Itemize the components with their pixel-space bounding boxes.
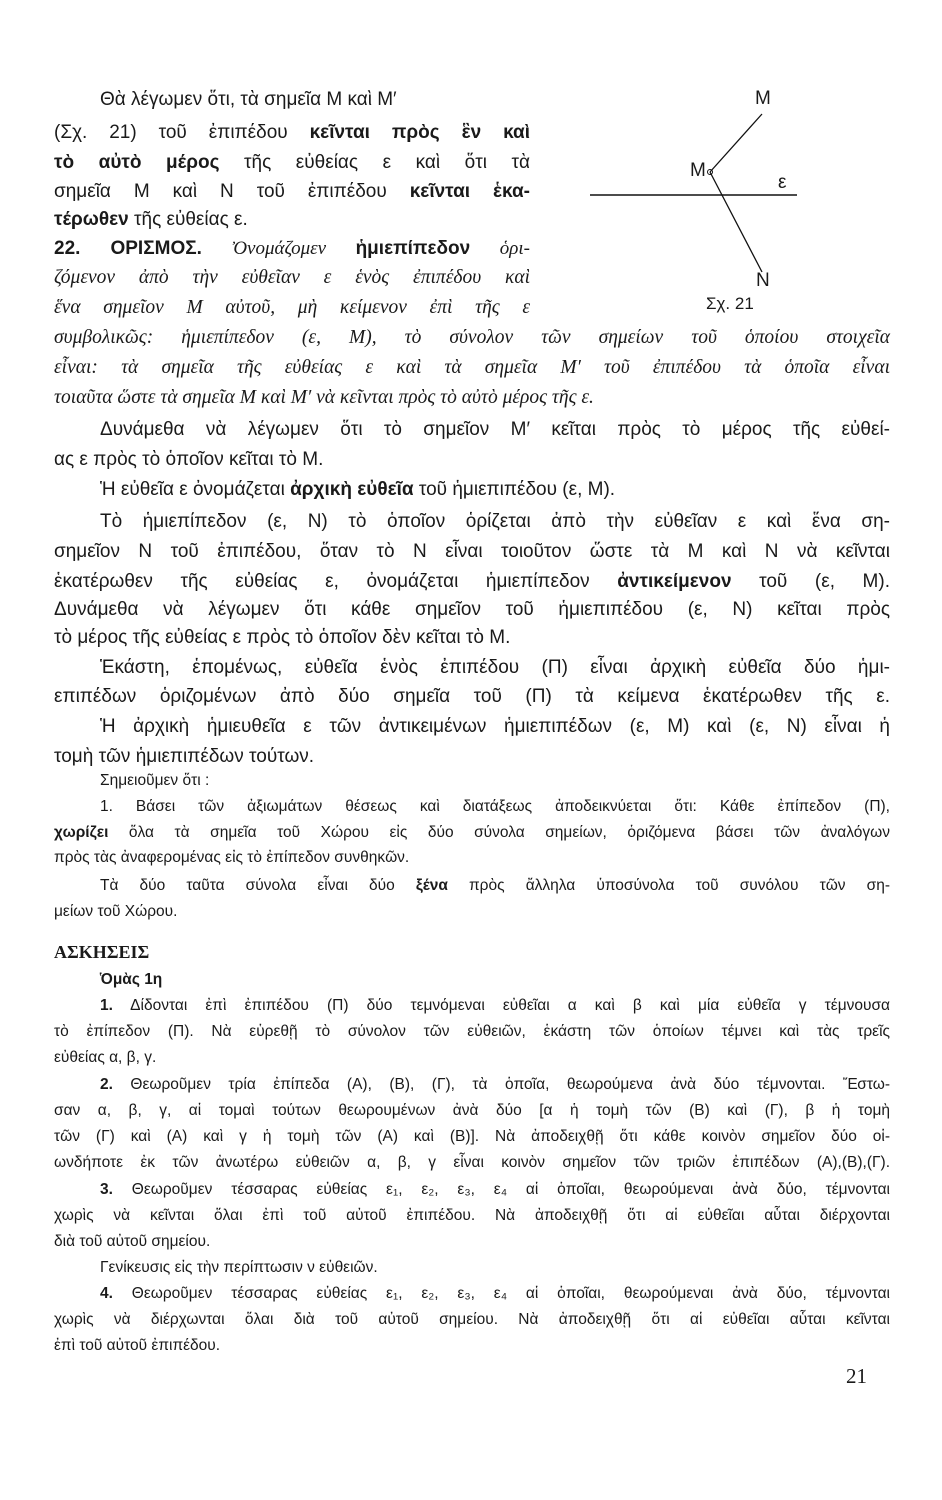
bold-term: χωρίζει: [54, 824, 109, 841]
text-line: [54, 598, 890, 622]
italic-text: τοιαῦτα ὥστε τὰ σημεῖα Μ καὶ Μ′ νὰ κεῖνται πρὸς τὸ αὐτὸ μέρος τῆς ε.: [54, 387, 594, 408]
text-segment: (Σχ. 21) τοῦ ἐπιπέδου: [54, 122, 310, 143]
text-segment: Τὰ δύο ταῦτα σύνολα εἶναι δύο: [100, 877, 416, 894]
bold-term: ἡμιεπίπεδον: [355, 238, 471, 259]
text-segment: τὸ μέρος τῆς εὐθείας ε πρὸς τὸ ὁποῖον δὲν κεῖται τὸ Μ.: [54, 627, 511, 648]
text-segment: Δυνάμεθα νὰ λέγωμεν ὅτι τὸ σημεῖον Μ′ κεῖται πρὸς τὸ μέρος τῆς εὐθεί-: [100, 419, 890, 440]
text-segment: τῆς εὐθείας ε.: [128, 209, 248, 230]
bold-term: τέρωθεν: [54, 209, 129, 230]
text-segment: Γενίκευσις εἰς τὴν περίπτωσιν ν εὐθειῶν.: [100, 1259, 378, 1276]
text-segment: εὐθείας α, β, γ.: [54, 1049, 157, 1066]
text-segment: ὅλα τὰ σημεῖα τοῦ Χώρου εἰς δύο σύνολα σημείων, ὁριζόμενα βάσει τῶν ἀναλόγων: [108, 824, 890, 841]
text-segment: ωνδήποτε ἐκ τῶν ἀνωτέρω εὐθειῶν α, β, γ εἶναι κοινὸν σημεῖον τῶν τριῶν ἐπιπέδων (Α),(Β),(Γ).: [54, 1154, 890, 1171]
text-segment: πρὸς ἄλληλα ὑποσύνολα τοῦ συνόλου τῶν ση-: [447, 877, 890, 894]
bold-term: Ὁμὰς 1η: [100, 971, 163, 988]
text-segment: χωρὶς νὰ διέρχωνται ὅλαι διὰ τοῦ αὐτοῦ σημείου. Νὰ ἀποδειχθῇ ὅτι αἱ εὐθεῖαι αὗται κεῖνται: [54, 1311, 890, 1328]
text-line: [54, 386, 594, 410]
text-line: [100, 1073, 890, 1097]
bold-term: 2.: [100, 1076, 113, 1093]
text-segment: τομὴ τῶν ἡμιεπιπέδων τούτων.: [54, 746, 315, 767]
text-line: [54, 1099, 890, 1123]
text-line: [100, 715, 890, 739]
label-n: N: [756, 270, 770, 291]
text-segment: τῶν (Γ) καὶ (Α) καὶ γ ἡ τομὴ τῶν (Α) καὶ (Β)]. Νὰ ἀποδειχθῇ ὅτι κάθε κοινὸν σημεῖον δύο οἱ-: [54, 1128, 890, 1145]
text-segment: Ἡ ἀρχικὴ ἡμιευθεῖα ε τῶν ἀντικειμένων ἡμιεπιπέδων (ε, Μ) καὶ (ε, Ν) εἶναι ἡ: [100, 716, 890, 737]
text-segment: ἑκατέρωθεν τῆς εὐθείας ε, ὀνομάζεται ἡμιεπίπεδον: [54, 571, 618, 592]
text-segment: μείων τοῦ Χώρου.: [54, 903, 178, 920]
text-line: [100, 994, 890, 1018]
text-line: [54, 1204, 890, 1228]
text-line: [54, 448, 323, 472]
text-line: [54, 1020, 890, 1044]
text-line: [100, 1178, 890, 1202]
text-segment: σημεῖον Ν τοῦ ἐπιπέδου, ὅταν τὸ Ν εἶναι τοιοῦτον ὥστε τὰ Μ καὶ Ν νὰ κεῖνται: [54, 541, 890, 562]
text-segment: διὰ τοῦ αὐτοῦ σημείου.: [54, 1233, 211, 1250]
italic-text: ἕνα σημεῖον Μ αὐτοῦ, μὴ κείμενον ἐπὶ τῆς ε: [54, 297, 530, 318]
text-segment: πρὸς τὰς ἀναφερομένας εἰς τὸ ἐπίπεδον συνθηκῶν.: [54, 849, 410, 866]
bold-term: ἀρχικὴ εὐθεῖα: [290, 479, 414, 500]
text-line: [54, 626, 510, 650]
text-line: [54, 1125, 890, 1149]
text-line: [54, 356, 890, 380]
text-line: [54, 237, 530, 261]
label-epsilon: ε: [778, 172, 787, 193]
bold-term: 1.: [100, 997, 113, 1014]
text-line: [100, 795, 890, 819]
text-line: [100, 656, 890, 680]
text-segment: χωρὶς νὰ κεῖνται ὅλαι ἐπὶ τοῦ αὐτοῦ ἐπιπέδου. Νὰ ἀποδειχθῇ ὅτι αἱ εὐθεῖαι αὗται διέρχονται: [54, 1207, 890, 1224]
italic-text: συμβολικῶς: ἡμιεπίπεδον (ε, Μ), τὸ σύνολον τῶν σημείων τοῦ ὁποίου στοιχεῖα: [54, 327, 890, 348]
text-segment: Ἡ εὐθεῖα ε ὀνομάζεται: [100, 479, 291, 500]
text-line: [54, 1151, 890, 1175]
text-segment: Δυνάμεθα νὰ λέγωμεν ὅτι κάθε σημεῖον τοῦ ἡμιεπιπέδου (ε, Ν) κεῖται πρὸς: [54, 599, 890, 620]
text-line: [54, 745, 314, 769]
text-line: [54, 208, 248, 232]
italic-text: ὁρι-: [470, 238, 530, 259]
text-line: [100, 510, 890, 534]
text-segment: ἐπὶ τοῦ αὐτοῦ ἐπιπέδου.: [54, 1337, 221, 1354]
text-segment: επιπέδων ὁριζομένων ἀπὸ δύο σημεῖα τοῦ (Π) τὰ κείμενα ἑκατέρωθεν τῆς ε.: [54, 686, 890, 707]
text-line: [54, 540, 890, 564]
segment-to-n: [710, 172, 762, 272]
page-number: 21: [846, 1364, 867, 1388]
text-segment: τοῦ ἡμιεπιπέδου (ε, Μ).: [413, 479, 616, 500]
text-line: [54, 326, 890, 350]
label-m-prime: M: [690, 160, 706, 181]
figure-caption: Σχ. 21: [706, 294, 754, 313]
bold-term: τὸ αὐτὸ μέρος: [54, 152, 220, 173]
text-segment: 1. Βάσει τῶν ἀξιωμάτων θέσεως καὶ διατάξεως ἀποδεικνύεται ὅτι: Κάθε ἐπίπεδον (Π),: [100, 798, 890, 815]
text-segment: ΑΣΚΗΣΕΙΣ: [54, 942, 150, 962]
text-line: [54, 1230, 210, 1254]
text-segment: Δίδονται ἐπὶ ἐπιπέδου (Π) δύο τεμνόμεναι εὐθεῖαι α καὶ β καὶ μία εὐθεῖα γ τέμνουσα: [112, 997, 890, 1014]
text-line: [54, 570, 890, 594]
text-line: [100, 1282, 890, 1306]
text-line: [54, 846, 409, 870]
bold-term: ἀντικείμενον: [617, 571, 732, 592]
text-line: [54, 821, 890, 845]
text-line: [54, 1046, 156, 1070]
text-segment: σαν α, β, γ, αἱ τομαὶ τούτων θεωρουμένων ἀνὰ δύο [α ἡ τομὴ τῶν (Β) καὶ (Γ), β ἡ τομὴ: [54, 1102, 890, 1119]
text-segment: Τὸ ἡμιεπίπεδον (ε, Ν) τὸ ὁποῖον ὁρίζεται ἀπὸ τὴν εὐθεῖαν ε καὶ ἕνα ση-: [100, 511, 890, 532]
text-segment: τῆς εὐθείας ε καὶ ὅτι τὰ: [219, 152, 531, 173]
text-line: [54, 1334, 220, 1358]
bold-term: 3.: [100, 1181, 113, 1198]
text-line: [100, 968, 162, 992]
text-segment: τοῦ (ε, Μ).: [731, 571, 890, 592]
ray-to-m: [710, 114, 762, 172]
italic-text: ζόμενον ἀπὸ τὴν εὐθεῖαν ε ἑνὸς ἐπιπέδου καὶ: [54, 267, 530, 288]
text-line: [100, 88, 397, 112]
text-line: [54, 151, 530, 175]
text-segment: τὸ ἐπίπεδον (Π). Νὰ εὑρεθῇ τὸ σύνολον τῶν εὐθειῶν, ἑκάστη τῶν ὁποίων τέμνει καὶ τὰς τρεῖς: [54, 1023, 890, 1040]
bold-term: 4.: [100, 1285, 113, 1302]
text-segment: Θεωροῦμεν τέσσαρας εὐθείας ε₁, ε₂, ε₃, ε₄ αἱ ὁποῖαι, θεωρούμεναι ἀνὰ δύο, τέμνονται: [112, 1181, 890, 1198]
bold-term: ξένα: [415, 877, 448, 894]
italic-text: Ὀνομάζομεν: [201, 238, 356, 259]
text-line: [100, 418, 890, 442]
bold-term: κεῖνται πρὸς ἓν καὶ: [309, 122, 530, 143]
text-segment: σημεῖα Μ καὶ Ν τοῦ ἐπιπέδου: [54, 181, 410, 202]
section-heading: [54, 940, 149, 964]
italic-text: εἶναι: τὰ σημεῖα τῆς εὐθείας ε καὶ τὰ σημεῖα Μ′ τοῦ ἐπιπέδου τὰ ὁποῖα εἶναι: [54, 357, 890, 378]
text-line: [54, 180, 530, 204]
text-segment: Ἑκάστη, ἑπομένως, εὐθεῖα ἑνὸς ἐπιπέδου (Π) εἶναι ἀρχικὴ εὐθεῖα δύο ἡμι-: [100, 657, 890, 678]
text-line: [54, 266, 530, 290]
bold-term: 22. ΟΡΙΣΜΟΣ.: [54, 238, 202, 259]
text-line: [54, 900, 177, 924]
bold-term: κεῖνται ἑκα-: [409, 181, 531, 202]
text-segment: Σημειοῦμεν ὅτι :: [100, 772, 210, 789]
text-line: [100, 769, 209, 793]
text-line: [54, 685, 890, 709]
label-m: M: [755, 88, 771, 109]
text-segment: Θὰ λέγωμεν ὅτι, τὰ σημεῖα Μ καὶ Μ′: [100, 89, 397, 110]
text-line: [100, 1256, 378, 1280]
text-segment: ας ε πρὸς τὸ ὁποῖον κεῖται τὸ Μ.: [54, 449, 324, 470]
text-line: [100, 874, 890, 898]
text-line: [54, 1308, 890, 1332]
text-line: [100, 478, 615, 502]
text-line: [54, 121, 530, 145]
text-segment: Θεωροῦμεν τέσσαρας εὐθείας ε₁, ε₂, ε₃, ε₄ αἱ ὁποῖαι, θεωρούμεναι ἀνὰ δύο, τέμνονται: [112, 1285, 890, 1302]
text-line: [54, 296, 530, 320]
text-segment: Θεωροῦμεν τρία ἐπίπεδα (Α), (Β), (Γ), τὰ ὁποῖα, θεωρούμενα ἀνὰ δύο τέμνονται. Ἔστω-: [112, 1076, 890, 1093]
